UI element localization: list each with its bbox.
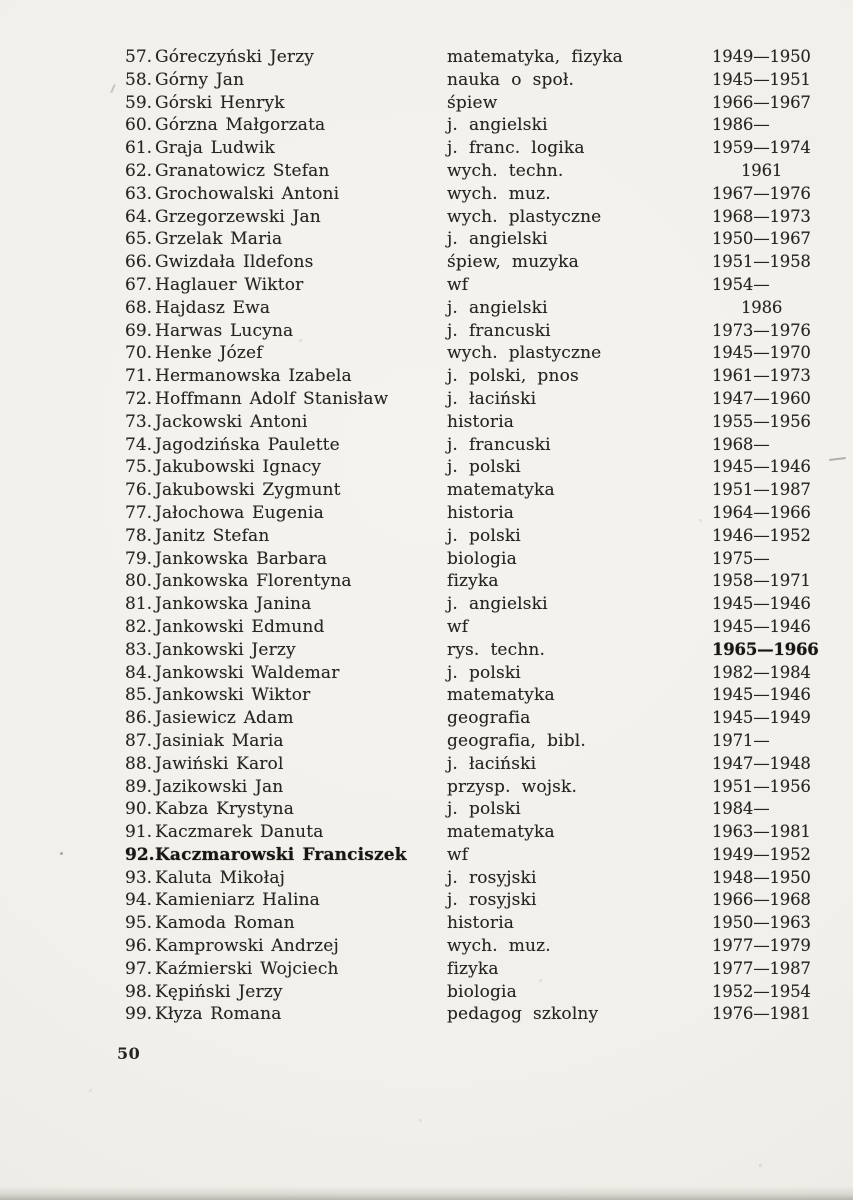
entry-subject: j. łaciński bbox=[447, 388, 537, 409]
entry-number: 73. bbox=[125, 411, 153, 432]
entry-name: Góreczyński Jerzy bbox=[155, 47, 315, 67]
entry-years: 1946—1952 bbox=[712, 525, 811, 545]
entry-subject: j. polski bbox=[447, 662, 521, 683]
list-item bbox=[125, 776, 853, 799]
entry-years: 1955—1956 bbox=[712, 411, 811, 431]
entry-number: 79. bbox=[125, 548, 153, 569]
entry-subject: historia bbox=[447, 913, 515, 934]
entry-years: 1950—1963 bbox=[712, 913, 811, 933]
entry-name-cell bbox=[125, 981, 447, 1004]
entry-name-cell bbox=[125, 821, 447, 844]
entry-name-cell bbox=[125, 251, 447, 274]
entry-name: Gwizdała Ildefons bbox=[155, 252, 314, 273]
entry-number: 95. bbox=[125, 913, 153, 934]
paper-texture-specks bbox=[0, 0, 1, 1]
list-item bbox=[125, 821, 853, 844]
entry-name: Jankowska Florentyna bbox=[155, 571, 352, 592]
entry-name-cell bbox=[125, 46, 447, 69]
entry-years: 1965—1966 bbox=[712, 639, 819, 659]
entry-subject: wf bbox=[447, 616, 469, 637]
entry-subject: historia bbox=[447, 502, 515, 523]
entry-years: 1975— bbox=[712, 548, 770, 568]
entry-years: 1945—1946 bbox=[712, 616, 811, 636]
entry-subject: j. polski bbox=[447, 799, 521, 820]
list-item bbox=[125, 434, 853, 457]
entry-name: Jankowska Barbara bbox=[155, 548, 328, 569]
entry-name: Górski Henryk bbox=[155, 92, 285, 113]
entry-years: 1951—1958 bbox=[712, 252, 811, 272]
entry-subject: biologia bbox=[447, 981, 517, 1002]
entry-subject: wych. muz. bbox=[447, 936, 551, 957]
list-item bbox=[125, 616, 853, 639]
entry-number: 83. bbox=[125, 639, 153, 660]
entry-name-cell bbox=[125, 434, 447, 457]
entry-subject: j. polski bbox=[447, 525, 521, 546]
page-number: 50 bbox=[117, 1044, 141, 1063]
list-item bbox=[125, 981, 853, 1004]
entry-name-cell bbox=[125, 753, 447, 776]
entry-name-cell bbox=[125, 92, 447, 115]
entry-name: Jankowski Waldemar bbox=[155, 662, 340, 683]
entry-years: 1945—1951 bbox=[712, 69, 811, 89]
entry-name: Janitz Stefan bbox=[155, 525, 270, 546]
entry-name: Jazikowski Jan bbox=[155, 776, 284, 797]
entry-name: Graja Ludwik bbox=[155, 138, 275, 159]
entry-number: 93. bbox=[125, 867, 153, 888]
list-item bbox=[125, 570, 853, 593]
entry-years: 1963—1981 bbox=[712, 822, 811, 842]
entry-subject: j. rosyjski bbox=[447, 867, 537, 888]
entry-subject: j. polski bbox=[447, 457, 521, 478]
entry-number: 94. bbox=[125, 890, 153, 911]
entry-years: 1966—1968 bbox=[712, 890, 811, 910]
entry-number: 75. bbox=[125, 457, 153, 478]
entry-number: 88. bbox=[125, 753, 153, 774]
list-item bbox=[125, 935, 853, 958]
entry-years: 1959—1974 bbox=[712, 138, 811, 158]
entry-number: 87. bbox=[125, 730, 153, 751]
entry-name: Jackowski Antoni bbox=[155, 411, 308, 432]
list-item bbox=[125, 365, 853, 388]
entry-years: 1973—1976 bbox=[712, 320, 811, 340]
list-item bbox=[125, 137, 853, 160]
entry-subject: śpiew bbox=[447, 92, 498, 113]
entry-number: 64. bbox=[125, 206, 153, 227]
list-item bbox=[125, 662, 853, 685]
entry-name-cell bbox=[125, 228, 447, 251]
entry-subject: matematyka bbox=[447, 685, 555, 706]
entry-years: 1968—1973 bbox=[712, 206, 811, 226]
entry-number: 66. bbox=[125, 252, 153, 273]
entry-years: 1984— bbox=[712, 799, 770, 819]
entry-name: Kaźmierski Wojciech bbox=[155, 958, 339, 979]
list-item bbox=[125, 798, 853, 821]
entry-name-cell bbox=[125, 707, 447, 730]
entry-name: Jasiewicz Adam bbox=[155, 708, 294, 729]
entry-subject: j. angielski bbox=[447, 594, 548, 615]
entry-subject: j. polski, pnos bbox=[447, 366, 579, 387]
entry-name-cell bbox=[125, 662, 447, 685]
entry-years: 1986 bbox=[741, 297, 783, 317]
entry-subject: j. angielski bbox=[447, 115, 548, 136]
entry-name: Hajdasz Ewa bbox=[155, 297, 271, 318]
entry-subject: geografia bbox=[447, 708, 531, 729]
list-item bbox=[125, 183, 853, 206]
list-item bbox=[125, 593, 853, 616]
list-item bbox=[125, 844, 853, 867]
entry-number: 82. bbox=[125, 616, 153, 637]
entry-number: 89. bbox=[125, 776, 153, 797]
entry-number: 99. bbox=[125, 1004, 153, 1025]
entry-number: 78. bbox=[125, 525, 153, 546]
entry-subject: wf bbox=[447, 844, 469, 865]
entry-name-cell bbox=[125, 365, 447, 388]
entry-years: 1964—1966 bbox=[712, 502, 811, 522]
entry-number: 86. bbox=[125, 708, 153, 729]
entry-years: 1949—1950 bbox=[712, 47, 811, 66]
entry-subject: matematyka bbox=[447, 822, 555, 843]
list-item bbox=[125, 639, 853, 662]
entry-name: Kępiński Jerzy bbox=[155, 981, 283, 1002]
entry-number: 80. bbox=[125, 571, 153, 592]
entry-name: Jankowski Wiktor bbox=[155, 685, 311, 706]
entry-name-cell bbox=[125, 616, 447, 639]
entry-name: Jasiniak Maria bbox=[155, 730, 284, 751]
entry-subject: j. francuski bbox=[447, 434, 551, 455]
list-item bbox=[125, 69, 853, 92]
entry-name-cell bbox=[125, 1003, 447, 1026]
list-item bbox=[125, 228, 853, 251]
entry-name: Kłyza Romana bbox=[155, 1004, 282, 1025]
list-item bbox=[125, 730, 853, 753]
entry-name: Jawiński Karol bbox=[155, 753, 284, 774]
entry-years: 1977—1987 bbox=[712, 958, 811, 978]
entry-name: Jakubowski Ignacy bbox=[155, 457, 322, 478]
entry-name-cell bbox=[125, 912, 447, 935]
entry-name-cell bbox=[125, 69, 447, 92]
entry-name-cell bbox=[125, 274, 447, 297]
list-item bbox=[125, 958, 853, 981]
entry-name: Harwas Lucyna bbox=[155, 320, 294, 341]
entry-years: 1947—1960 bbox=[712, 388, 811, 408]
list-item bbox=[125, 867, 853, 890]
entry-name-cell bbox=[125, 160, 447, 183]
entry-number: 63. bbox=[125, 183, 153, 204]
teacher-list bbox=[125, 46, 853, 1026]
entry-name: Hoffmann Adolf Stanisław bbox=[155, 388, 389, 409]
entry-name-cell bbox=[125, 684, 447, 707]
list-item bbox=[125, 342, 853, 365]
entry-subject: matematyka bbox=[447, 480, 555, 501]
entry-name: Granatowicz Stefan bbox=[155, 160, 330, 181]
entry-name-cell bbox=[125, 297, 447, 320]
entry-subject: j. angielski bbox=[447, 229, 548, 250]
entry-years: 1961 bbox=[741, 160, 783, 180]
entry-subject: śpiew, muzyka bbox=[447, 252, 579, 273]
entry-number: 92. bbox=[125, 844, 155, 865]
entry-number: 84. bbox=[125, 662, 153, 683]
entry-number: 68. bbox=[125, 297, 153, 318]
entry-name-cell bbox=[125, 639, 447, 662]
entry-years: 1945—1946 bbox=[712, 594, 811, 614]
list-item bbox=[125, 251, 853, 274]
list-item bbox=[125, 411, 853, 434]
list-item bbox=[125, 297, 853, 320]
entry-years: 1968— bbox=[712, 434, 770, 454]
entry-subject: historia bbox=[447, 411, 515, 432]
entry-name: Grzelak Maria bbox=[155, 229, 283, 250]
list-item bbox=[125, 160, 853, 183]
entry-number: 59. bbox=[125, 92, 153, 113]
entry-name-cell bbox=[125, 889, 447, 912]
list-item bbox=[125, 548, 853, 571]
entry-name-cell bbox=[125, 867, 447, 890]
entry-name-cell bbox=[125, 206, 447, 229]
entry-name-cell bbox=[125, 935, 447, 958]
entry-name-cell bbox=[125, 137, 447, 160]
list-item bbox=[125, 684, 853, 707]
entry-name-cell bbox=[125, 342, 447, 365]
entry-name-cell bbox=[125, 798, 447, 821]
list-item bbox=[125, 92, 853, 115]
entry-number: 72. bbox=[125, 388, 153, 409]
entry-subject: j. franc. logika bbox=[447, 138, 585, 159]
entry-subject: j. francuski bbox=[447, 320, 551, 341]
list-item bbox=[125, 525, 853, 548]
entry-subject: wych. plastyczne bbox=[447, 206, 602, 227]
entry-name: Kaczmarowski Franciszek bbox=[155, 844, 407, 865]
entry-number: 97. bbox=[125, 958, 153, 979]
entry-number: 62. bbox=[125, 160, 153, 181]
entry-number: 91. bbox=[125, 822, 153, 843]
entry-subject: wf bbox=[447, 274, 469, 295]
entry-name-cell bbox=[125, 525, 447, 548]
entry-years: 1949—1952 bbox=[712, 844, 811, 864]
entry-subject: przysp. wojsk. bbox=[447, 776, 578, 797]
entry-name-cell bbox=[125, 320, 447, 343]
entry-number: 85. bbox=[125, 685, 153, 706]
entry-subject: rys. techn. bbox=[447, 639, 546, 660]
entry-years: 1945—1946 bbox=[712, 685, 811, 705]
entry-name: Kamieniarz Halina bbox=[155, 890, 320, 911]
entry-number: 70. bbox=[125, 343, 153, 364]
entry-number: 90. bbox=[125, 799, 153, 820]
entry-number: 67. bbox=[125, 274, 153, 295]
entry-number: 65. bbox=[125, 229, 153, 250]
entry-name-cell bbox=[125, 730, 447, 753]
list-item bbox=[125, 114, 853, 137]
entry-name: Haglauer Wiktor bbox=[155, 274, 304, 295]
entry-name-cell bbox=[125, 388, 447, 411]
entry-name: Górzna Małgorzata bbox=[155, 115, 326, 136]
entry-subject: wych. muz. bbox=[447, 183, 551, 204]
entry-name: Kaczmarek Danuta bbox=[155, 822, 324, 843]
entry-name: Jagodzińska Paulette bbox=[155, 434, 340, 455]
entry-name: Jankowski Jerzy bbox=[155, 639, 296, 660]
entry-subject: pedagog szkolny bbox=[447, 1004, 599, 1025]
entry-name-cell bbox=[125, 548, 447, 571]
scan-smudge-dot bbox=[60, 852, 63, 855]
entry-name: Henke Józef bbox=[155, 343, 263, 364]
entry-number: 81. bbox=[125, 594, 153, 615]
page-bottom-edge bbox=[0, 1186, 853, 1200]
entry-subject: j. rosyjski bbox=[447, 890, 537, 911]
entry-name: Grochowalski Antoni bbox=[155, 183, 340, 204]
entry-years: 1945—1949 bbox=[712, 708, 811, 728]
entry-name-cell bbox=[125, 844, 447, 867]
list-item bbox=[125, 206, 853, 229]
entry-years: 1954— bbox=[712, 274, 770, 294]
entry-name-cell bbox=[125, 411, 447, 434]
entry-number: 71. bbox=[125, 366, 153, 387]
entry-name: Górny Jan bbox=[155, 69, 245, 90]
entry-name-cell bbox=[125, 502, 447, 525]
entry-number: 96. bbox=[125, 936, 153, 957]
entry-subject: j. łaciński bbox=[447, 753, 537, 774]
list-item bbox=[125, 274, 853, 297]
entry-number: 57. bbox=[125, 47, 153, 67]
entry-name: Jankowska Janina bbox=[155, 594, 312, 615]
entry-name: Jałochowa Eugenia bbox=[155, 502, 324, 523]
list-item bbox=[125, 456, 853, 479]
entry-number: 76. bbox=[125, 480, 153, 501]
list-item bbox=[125, 889, 853, 912]
entry-name: Grzegorzewski Jan bbox=[155, 206, 321, 227]
entry-number: 74. bbox=[125, 434, 153, 455]
entry-years: 1976—1981 bbox=[712, 1004, 811, 1024]
entry-years: 1986— bbox=[712, 115, 770, 135]
scan-smudge-slash bbox=[110, 84, 115, 93]
entry-years: 1950—1967 bbox=[712, 229, 811, 249]
entry-subject: nauka o społ. bbox=[447, 69, 575, 90]
list-item bbox=[125, 912, 853, 935]
list-item bbox=[125, 46, 853, 69]
list-item bbox=[125, 502, 853, 525]
entry-name: Kaluta Mikołaj bbox=[155, 867, 286, 888]
entry-years: 1982—1984 bbox=[712, 662, 811, 682]
entry-subject: fizyka bbox=[447, 571, 499, 592]
entry-name-cell bbox=[125, 456, 447, 479]
entry-years: 1952—1954 bbox=[712, 981, 811, 1001]
entry-years: 1971— bbox=[712, 730, 770, 750]
entry-number: 69. bbox=[125, 320, 153, 341]
entry-years: 1945—1970 bbox=[712, 343, 811, 363]
entry-name-cell bbox=[125, 593, 447, 616]
entry-name: Kabza Krystyna bbox=[155, 799, 295, 820]
entry-years: 1977—1979 bbox=[712, 936, 811, 956]
entry-years: 1948—1950 bbox=[712, 867, 811, 887]
entry-name-cell bbox=[125, 479, 447, 502]
entry-number: 60. bbox=[125, 115, 153, 136]
entry-subject: j. angielski bbox=[447, 297, 548, 318]
entry-name-cell bbox=[125, 570, 447, 593]
entry-name: Kamprowski Andrzej bbox=[155, 936, 339, 957]
entry-years: 1951—1956 bbox=[712, 776, 811, 796]
entry-name: Jakubowski Zygmunt bbox=[155, 480, 341, 501]
entry-subject: wych. techn. bbox=[447, 160, 564, 181]
entry-subject: fizyka bbox=[447, 958, 499, 979]
entry-name: Jankowski Edmund bbox=[155, 616, 325, 637]
entry-years: 1958—1971 bbox=[712, 571, 811, 591]
entry-number: 77. bbox=[125, 502, 153, 523]
list-item bbox=[125, 707, 853, 730]
entry-subject: geografia, bibl. bbox=[447, 730, 586, 751]
entry-years: 1967—1976 bbox=[712, 183, 811, 203]
list-item bbox=[125, 320, 853, 343]
entry-years: 1951—1987 bbox=[712, 480, 811, 500]
entry-years: 1947—1948 bbox=[712, 753, 811, 773]
entry-subject: wych. plastyczne bbox=[447, 343, 602, 364]
entry-years: 1961—1973 bbox=[712, 366, 811, 386]
entry-name-cell bbox=[125, 776, 447, 799]
list-item bbox=[125, 753, 853, 776]
entry-number: 61. bbox=[125, 138, 153, 159]
list-item bbox=[125, 388, 853, 411]
entry-name-cell bbox=[125, 958, 447, 981]
list-item bbox=[125, 1003, 853, 1026]
list-item bbox=[125, 479, 853, 502]
entry-subject: matematyka, fizyka bbox=[447, 47, 623, 67]
entry-subject: biologia bbox=[447, 548, 517, 569]
entry-years: 1945—1946 bbox=[712, 457, 811, 477]
entry-name: Kamoda Roman bbox=[155, 913, 295, 934]
entry-name: Hermanowska Izabela bbox=[155, 366, 352, 387]
entry-number: 58. bbox=[125, 69, 153, 90]
entry-years: 1966—1967 bbox=[712, 92, 811, 112]
entry-number: 98. bbox=[125, 981, 153, 1002]
entry-name-cell bbox=[125, 183, 447, 206]
entry-name-cell bbox=[125, 114, 447, 137]
